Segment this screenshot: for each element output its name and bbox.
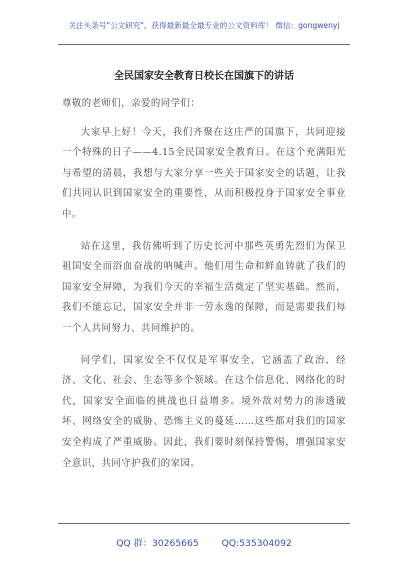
document-title: 全民国家安全教育日校长在国旗下的讲话 [114, 71, 294, 82]
paragraph-2: 站在这里，我仿佛听到了历史长河中那些英勇先烈们为保卫祖国安全而浴血奋战的呐喊声。他们用生命和鲜血铸就了我们的国家安全屏障，为我们今天的幸福生活奠定了坚实基础。然而，我们不能忘记，国家安全并非一劳永逸的保障，而是需要我们每一个人共同努力、共同维护的。 [62, 240, 346, 334]
header-promo-text: 关注头条号"公文研究"，获得最新最全最专业的公文资料库！ 微信：gongwenyj [68, 21, 340, 30]
salutation: 尊敬的老师们，亲爱的同学们： [62, 98, 201, 109]
paragraph-3: 同学们，国家安全不仅仅是军事安全，它涵盖了政治、经济、文化、社会、生态等多个领域。在这个信息化、网络化的时代，国家安全面临的挑战也日益增多。境外敌对势力的渗透破坏、网络安全的威胁、恐怖主义的蔓延……这些都对我们的国家安全构成了严重威胁。因此，我们要时刻保持警惕，增强国家安全意识，共同守护我们的家园。 [62, 354, 346, 469]
footer-contact [0, 535, 408, 549]
footer-qq: QQ:535304092 [221, 538, 292, 549]
footer-qq-group: QQ 群：30265665 [116, 538, 199, 549]
header-divider [58, 44, 350, 45]
footer-divider [58, 523, 350, 524]
paragraph-1: 大家早上好！今天，我们齐聚在这庄严的国旗下，共同迎接一个特殊的日子——4.15全民国家安全教育日。在这个充满阳光与希望的清晨，我想与大家分享一些关于国家安全的话题，让我们共同认识到国家安全的重要性，从而积极投身于国家安全事业中。 [62, 126, 346, 220]
document-body [62, 94, 346, 485]
